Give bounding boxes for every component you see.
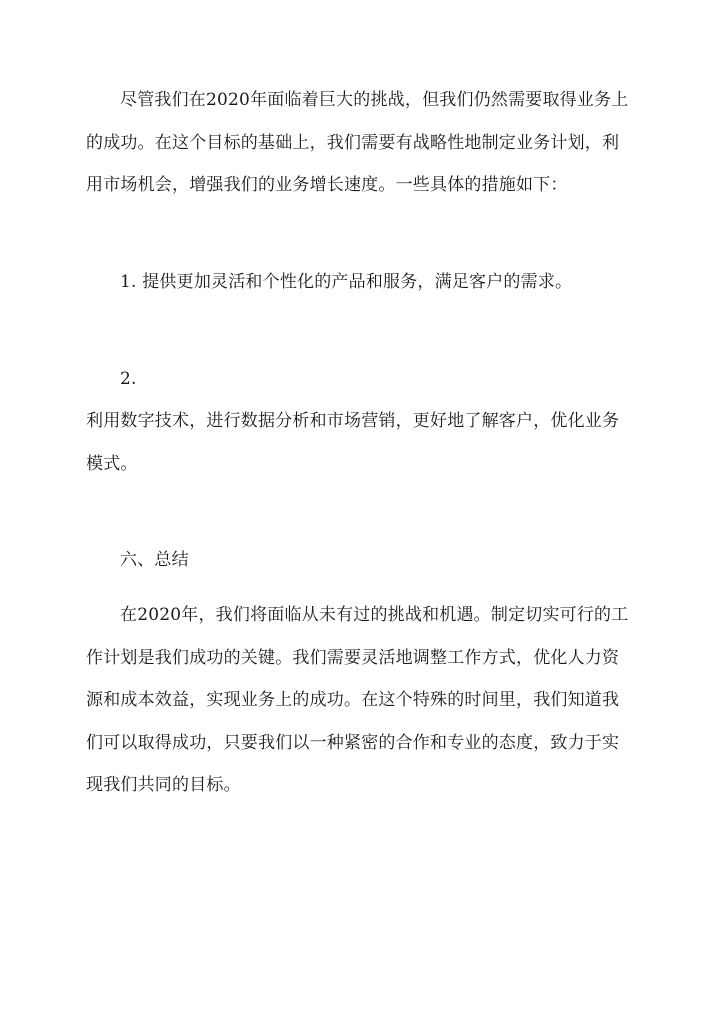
intro-paragraph: 尽管我们在2020年面临着巨大的挑战，但我们仍然需要取得业务上的成功。在这个目标的基础上，我们需要有战略性地制定业务计划，利用市场机会，增强我们的业务增长速度。一些具体的措施如下： (86, 90, 629, 195)
summary-paragraph: 在2020年，我们将面临从未有过的挑战和机遇。制定切实可行的工作计划是我们成功的关键。我们需要灵活地调整工作方式，优化人力资源和成本效益，实现业务上的成功。在这个特殊的时间里，我们知道我们可以取得成功，只要我们以一种紧密的合作和专业的态度，致力于实现我们共同的目标。 (86, 605, 629, 795)
list-item-2-number: 2. (120, 369, 137, 389)
section-heading: 六、总结 (120, 550, 189, 570)
list-item-1: 1. 提供更加灵活和个性化的产品和服务，满足客户的需求。 (120, 272, 573, 292)
list-item-2-text: 利用数字技术，进行数据分析和市场营销，更好地了解客户，优化业务模式。 (86, 411, 620, 474)
